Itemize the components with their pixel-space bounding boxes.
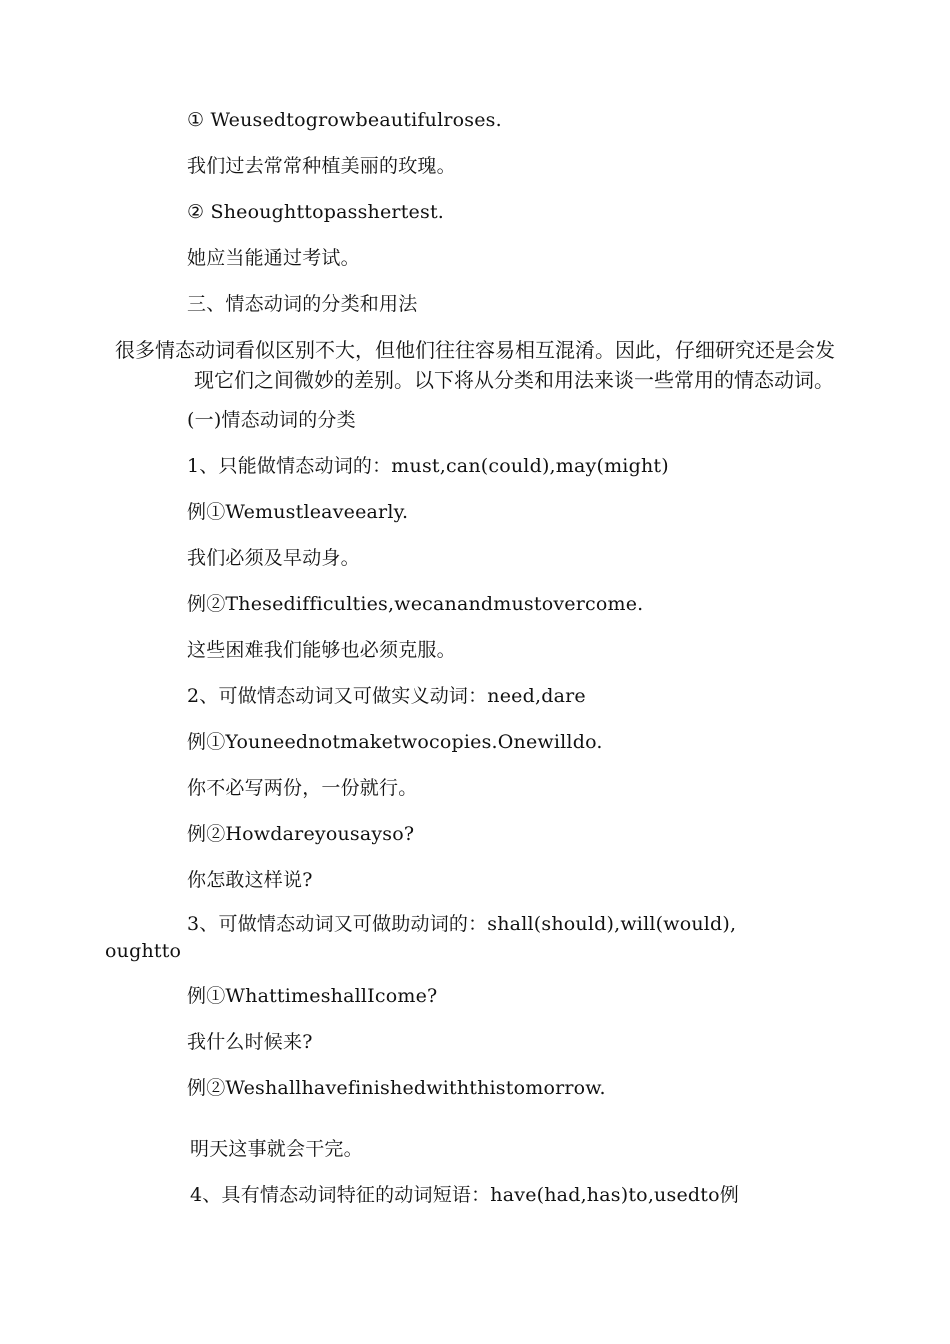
- category-2: 2、可做情态动词又可做实义动词：need,dare: [187, 685, 586, 707]
- category-3: 3、可做情态动词又可做助动词的：shall(should),will(would),: [187, 913, 737, 935]
- category-1-example-2: 例②Thesedifficulties,wecanandmustovercome.: [187, 593, 644, 615]
- category-2-translation-1: 你不必写两份，一份就行。: [187, 777, 418, 799]
- category-4: 4、具有情态动词特征的动词短语：have(had,has)to,usedto例: [190, 1184, 739, 1206]
- category-3-translation-1: 我什么时候来?: [187, 1031, 313, 1053]
- example-en-1: ① Weusedtogrowbeautifulroses.: [187, 109, 502, 131]
- category-2-translation-2: 你怎敢这样说?: [187, 869, 313, 891]
- category-1: 1、只能做情态动词的：must,can(could),may(might): [187, 455, 669, 477]
- category-1-example-1: 例①Wemustleaveearly.: [187, 501, 409, 523]
- intro-paragraph-line-2: 现它们之间微妙的差别。以下将从分类和用法来谈一些常用的情态动词。: [194, 368, 834, 392]
- category-3-translation-2: 明天这事就会干完。: [190, 1138, 363, 1160]
- category-2-example-1: 例①Youneednotmaketwocopies.Onewilldo.: [187, 731, 603, 753]
- category-2-example-2: 例②Howdareyousayso?: [187, 823, 415, 845]
- category-1-translation-2: 这些困难我们能够也必须克服。: [187, 639, 456, 661]
- section-heading: 三、情态动词的分类和用法: [187, 293, 418, 315]
- intro-paragraph-line-1: 很多情态动词看似区别不大，但他们往往容易相互混淆。因此，仔细研究还是会发: [115, 338, 835, 362]
- category-1-translation-1: 我们必须及早动身。: [187, 547, 360, 569]
- category-3-continued: oughtto: [105, 940, 182, 962]
- example-en-2: ② Sheoughttopasshertest.: [187, 201, 445, 223]
- example-zh-1: 我们过去常常种植美丽的玫瑰。: [187, 155, 456, 177]
- subsection-heading: (一)情态动词的分类: [187, 409, 356, 431]
- category-3-example-1: 例①WhattimeshallIcome?: [187, 985, 438, 1007]
- example-zh-2: 她应当能通过考试。: [187, 247, 360, 269]
- category-3-example-2: 例②Weshallhavefinishedwiththistomorrow.: [187, 1077, 606, 1099]
